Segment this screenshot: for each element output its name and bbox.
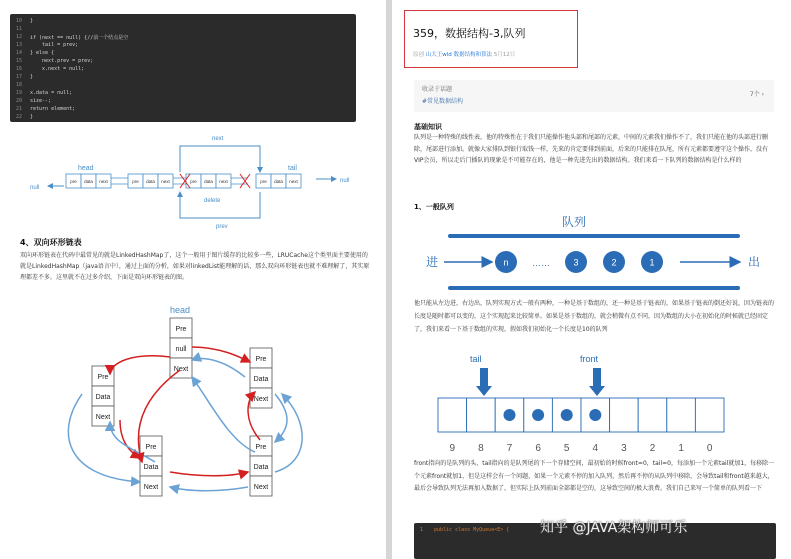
code-line-number: 22	[16, 114, 23, 120]
array-cell-box	[438, 398, 467, 432]
code-block-left	[10, 14, 356, 122]
watermark: 知乎 @JAVA架构师可乐	[540, 520, 688, 536]
array-cell-box	[610, 398, 639, 432]
list-node-cell-label: pre	[260, 179, 267, 184]
ring-node-cell-label: Data	[143, 464, 159, 471]
list-node-cell-label: pre	[190, 179, 197, 184]
code-line-text: }	[30, 74, 34, 80]
array-cell-box	[667, 398, 696, 432]
array-cell	[667, 398, 696, 454]
array-queue-diagram	[434, 350, 754, 456]
code-line-number: 1	[420, 527, 424, 533]
tail-label-right: tail	[470, 354, 482, 364]
list-node-cell-label: next	[161, 179, 170, 184]
list-node-cell-label: next	[289, 179, 298, 184]
next-label: next	[212, 136, 224, 142]
meta-date: 5月12日	[493, 52, 516, 58]
list-node-cell-label: data	[146, 179, 155, 184]
list-node	[256, 174, 301, 188]
ring-node-cell-label: Pre	[175, 326, 187, 333]
code-line-number: 21	[16, 106, 23, 112]
code-line-number: 17	[16, 74, 23, 80]
queue-ball-label: n	[503, 257, 509, 268]
basic-text: 队列是一种特殊的线性表，他的特殊性在于我们只能操作他头部和尾部的元素，中间的元素我们操作不了，我们只能在他的头部进行删除，尾部进行添加。就像大家排队到银行取钱一样，先来的肯定要排到前面，后来的只能排在队尾，所有元素都要遵守这个操作，没有VIP会员，所以走后门插队的现象是不可能存在的，他是一种先进先出的数据结构。我们来看一下队列的数据结构是什么样的	[414, 134, 769, 164]
list-node-cell-label: data	[274, 179, 283, 184]
array-cell	[467, 398, 496, 454]
queue-ball	[603, 251, 625, 273]
code-line-text: next.prev = prev;	[30, 58, 94, 64]
meta-user[interactable]: 山大王wld	[425, 52, 452, 58]
queue-ball	[641, 251, 663, 273]
array-index-label: 9	[449, 443, 456, 454]
array-cell-box	[638, 398, 667, 432]
code-line-text: tail = prev;	[30, 42, 79, 48]
array-cell-box	[467, 398, 496, 432]
ring-node-cell-label: Pre	[255, 444, 267, 451]
list-node-cell-label: data	[204, 179, 213, 184]
queue-ball	[495, 251, 517, 273]
array-cell-box	[695, 398, 724, 432]
queue-ball-label: 1	[649, 257, 655, 268]
meta-topic[interactable]: 数据结构和算法	[453, 52, 493, 58]
queue-out-label: 出	[748, 255, 761, 269]
article-meta	[413, 50, 515, 58]
array-cell	[610, 398, 639, 454]
array-cell	[495, 398, 524, 454]
array-cell	[524, 398, 553, 454]
ring-list-diagram	[60, 302, 320, 502]
ring-head-label: head	[170, 305, 191, 315]
array-cell-element	[532, 409, 544, 421]
code-line-number: 11	[16, 26, 23, 32]
ring-node	[140, 436, 162, 496]
array-cell	[695, 398, 724, 454]
ring-node-cell-label: Data	[253, 464, 269, 471]
code-line-number: 19	[16, 90, 23, 96]
code-line-text: } else {	[30, 50, 55, 56]
array-cell	[552, 398, 581, 454]
array-cell-element	[589, 409, 601, 421]
code-line-number: 14	[16, 50, 23, 56]
article-title: 359，数据结构-3,队列	[413, 27, 526, 40]
code-line-text: }	[30, 114, 34, 120]
head-label: head	[78, 165, 94, 172]
topic-card[interactable]	[414, 80, 774, 112]
topic-tag[interactable]: #常见数据结构	[422, 98, 464, 105]
ring-node-cell-label: Pre	[255, 356, 267, 363]
topic-label: 收录于话题	[422, 86, 453, 93]
queue-title: 队列	[562, 215, 587, 229]
next-arrow-path	[180, 146, 260, 172]
list-node	[186, 174, 248, 188]
front-text: front指向的是队列的头，tail指向的是队列尾的下一个存储空间，最初始的时候front=0，tail=0，每添加一个元素tail就加1，每移除一个元素front就加1，但是这样会有一个问题，如果一个元素不停的加入队列，然后再不停的从队列中移除，会导致tail和front越来越大，最后会导致队列无法再加入数据了，但实际上队列前面全部都是空的，这导致空间的极大浪费。我们自己来写一个简单的队列看一下	[414, 460, 775, 492]
array-index-label: 4	[592, 443, 599, 454]
queue-ball-label: 2	[611, 257, 617, 268]
ring-node-cell-label: Next	[173, 366, 189, 373]
array-index-label: 0	[706, 443, 713, 454]
right-page	[392, 0, 791, 559]
code-line-text: size--;	[30, 98, 52, 104]
queue-in-label: 进	[426, 255, 439, 269]
ring-node	[170, 318, 192, 378]
ring-node-cell-label: Pre	[145, 444, 157, 451]
array-index-label: 8	[478, 443, 484, 454]
ring-node-cell-label: null	[175, 346, 187, 353]
array-index-label: 2	[649, 443, 656, 454]
ring-node-cell-label: Next	[253, 484, 269, 491]
ring-node-cell-label: Data	[253, 376, 269, 383]
code-line-number: 18	[16, 82, 23, 88]
list-node-cell-label: data	[84, 179, 93, 184]
ring-node	[250, 436, 272, 496]
array-index-label: 6	[535, 443, 541, 454]
array-index-label: 7	[506, 443, 513, 454]
array-cell	[438, 398, 467, 454]
code-line-number: 12	[16, 34, 23, 40]
ring-node-cell-label: Next	[253, 396, 269, 403]
array-cell-element	[504, 409, 516, 421]
meta-prefix: 原创	[413, 52, 425, 58]
code-line-number: 13	[16, 42, 23, 48]
general-title: 1、一般队列	[414, 203, 454, 211]
ring-node-cell-label: Next	[95, 414, 111, 421]
queue-balls	[495, 251, 663, 273]
tail-arrow	[476, 368, 492, 396]
tail-label: tail	[288, 165, 297, 172]
list-node	[128, 174, 190, 188]
null-left-label: null	[30, 185, 40, 191]
ring-node	[250, 348, 272, 408]
desc-text: 他只能从左边进，右边出，队列实现方式一般有两种，一种是基于数组的，还一种是基于链表的，如果基于链表的倒还好说，因为链表的长度是随时都可以变的，这个实现起来比较简单。如果是基于数组的，就会稍微有点不同，因为数组的大小在初始化的时候就已经固定了，我们来看一下基于数组的实现，假如我们初始化一个长度是10的队列	[414, 300, 775, 333]
section-paragraph: 双向环形链表在代码中最常见的就是LinkedHashMap了，这个一般用于图片缓存的比较多一些，LRUCache这个类里面主要使用的就是LinkedHashMap（java语言中），通过上面的分析，如果对linkedList能理解的话，那么双向环形链表也就不难理解了，其实原理都差不多，这里就不在过多介绍，下面是双向环形链表的图。	[20, 252, 370, 281]
front-label: front	[580, 354, 599, 364]
code-line-text: public class MyQueue<E> {	[434, 527, 510, 533]
topic-count[interactable]: 7个 ›	[749, 91, 764, 98]
ring-node-cell-label: Pre	[97, 374, 109, 381]
code-line-text: return element;	[30, 106, 76, 112]
code-line-text: x.next = null;	[30, 66, 85, 72]
queue-diagram	[418, 212, 768, 292]
section-title: 4、双向环形链表	[20, 238, 82, 247]
basic-title: 基础知识	[414, 123, 442, 131]
article-header-box	[404, 10, 578, 68]
list-node-cell-label: pre	[132, 179, 139, 184]
ring-nodes	[92, 318, 272, 496]
prev-label: prev	[216, 224, 228, 230]
array-cells	[438, 398, 724, 454]
code-line-text: if (next == null) {//前一个结点是空	[30, 35, 129, 41]
array-cell	[581, 398, 610, 454]
ring-node-cell-label: Next	[143, 484, 159, 491]
list-node-cell-label: next	[219, 179, 228, 184]
list-node-cell-label: pre	[70, 179, 77, 184]
front-arrow	[589, 368, 605, 396]
ring-node-cell-label: Data	[95, 394, 111, 401]
code-line-number: 10	[16, 18, 23, 24]
array-index-label: 1	[678, 443, 684, 454]
code-line-number: 20	[16, 98, 23, 104]
array-cell-element	[561, 409, 573, 421]
null-right-label: null	[340, 178, 350, 184]
list-node-cell-label: next	[99, 179, 108, 184]
code-line-number: 15	[16, 58, 23, 64]
array-index-label: 3	[621, 443, 627, 454]
list-nodes	[66, 174, 301, 188]
code-line-number: 16	[16, 66, 23, 72]
code-line-text: x.data = null;	[30, 90, 73, 96]
queue-ball-label: 3	[573, 257, 579, 268]
code-line-text: }	[30, 18, 34, 24]
queue-ball	[565, 251, 587, 273]
delete-label: delete	[204, 198, 221, 204]
array-cell	[638, 398, 667, 454]
prev-arrow-path	[180, 192, 260, 218]
queue-dots: ……	[532, 258, 550, 268]
array-index-label: 5	[563, 443, 570, 454]
doubly-linked-list-diagram	[20, 130, 370, 230]
ring-node	[92, 366, 114, 426]
list-node	[66, 174, 128, 188]
left-page	[0, 0, 386, 559]
